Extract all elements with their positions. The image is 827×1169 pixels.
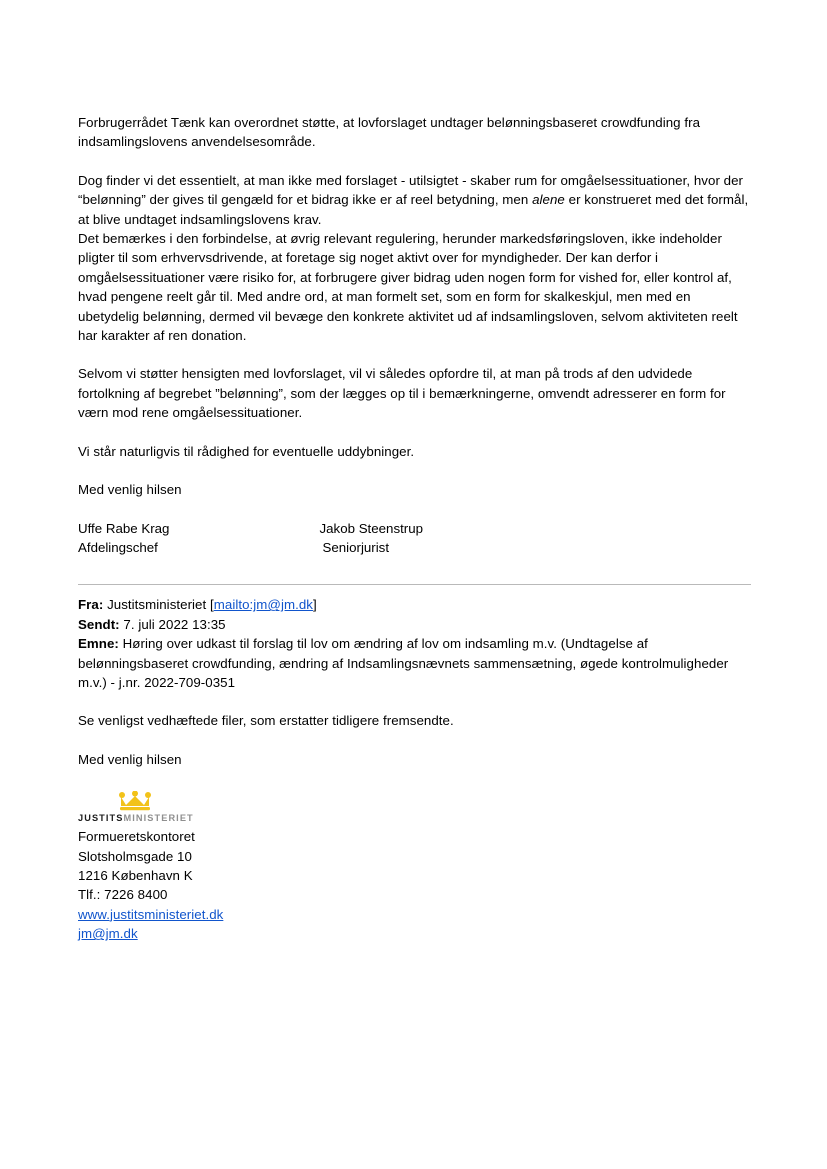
quoted-from-label: Fra: [78, 597, 104, 613]
paragraph-text: Dog finder vi det essentielt, at man ikke med forslaget - utilsigtet - skaber rum for omgåelsessituationer, hvor der “belønning” der gives til gengæld for et bidrag ikke er af reel betydning, men [78, 172, 744, 208]
sender-email-line [78, 924, 750, 943]
logo-word-grey: MINISTERIET [123, 813, 194, 824]
closing-greeting [78, 480, 750, 499]
spacer [78, 345, 750, 364]
quoted-sent-label: Sendt: [78, 616, 120, 632]
spacer [78, 423, 750, 442]
logo-wordmark [78, 813, 194, 823]
emphasis-alene: alene [532, 192, 565, 208]
logo-word-dark: JUSTITS [78, 813, 124, 824]
quoted-sent-line [78, 615, 750, 634]
quoted-email-header [78, 595, 750, 692]
spacer [78, 152, 750, 171]
logo-graphic [78, 791, 278, 825]
spacer [78, 731, 750, 750]
signature-right-title: Seniorjurist [322, 539, 390, 555]
paragraph-text: Det bemærkes i den forbindelse, at øvrig relevant regulering, herunder markedsføringsloven, ikke indeholder pligter til som erhvervsdrivende, at foretage sig noget aktivt over for myndigheder. Der kan derfor i omgåelsessituationer være risiko for, at forbrugere giver bidrag uden nogen form for vished for, eller kontrol af, hvad pengene reelt går til. Med andre ord, at man formelt set, som en form for skalkeskjul, men med en ubetydelig belønning, dermed vil bevæge den konkrete aktivitet ud af indsamlingsloven, selvom aktiviteten reelt har karakter af ren donation. [78, 231, 738, 344]
sender-street: Slotsholmsgade 10 [78, 848, 192, 864]
quoted-closing: Med venlig hilsen [78, 751, 182, 767]
signature-names-row [78, 519, 750, 538]
email-link[interactable]: jm@jm.dk [78, 926, 138, 942]
closing-text: Med venlig hilsen [78, 482, 182, 498]
signature-right-name: Jakob Steenstrup [319, 520, 424, 536]
paragraph-text: Forbrugerrådet Tænk kan overordnet støtte, at lovforslaget undtager belønningsbaseret crowdfunding fra indsamlingslovens anvendelsesområde. [78, 115, 701, 150]
paragraph-text-cont: er konstrueret med det formål, at blive undtaget indsamlingslovens krav. [78, 192, 749, 227]
signature-block [78, 519, 750, 558]
quoted-from-value-end: ] [312, 597, 317, 613]
paragraph-text: Vi står naturligvis til rådighed for eventuelle uddybninger. [78, 443, 415, 459]
ministry-logo [78, 791, 750, 943]
website-link[interactable]: www.justitsministeriet.dk [78, 906, 224, 922]
quoted-subject-label: Emne: [78, 636, 119, 652]
quoted-subject-value: Høring over udkast til forslag til lov om ændring af lov om indsamling m.v. (Undtagelse af belønningsbaseret crowdfunding, ændring af Indsamlingsnævnets sammensætning, øgede kontrolmuligheder m.v.) - j.nr. 2022-709-0351 [78, 636, 729, 690]
sender-city: 1216 København K [78, 867, 193, 883]
spacer [78, 461, 750, 480]
paragraph-recommendation [78, 364, 750, 422]
signature-titles-row [78, 538, 750, 557]
quoted-from-value: Justitsministeriet [ [107, 597, 214, 613]
sender-address [78, 827, 750, 943]
paragraph-support [78, 113, 750, 152]
sender-website-line [78, 905, 750, 924]
paragraph-essential [78, 171, 750, 229]
spacer [78, 692, 750, 711]
sender-department: Formueretskontoret [78, 829, 195, 845]
document-body [78, 113, 750, 944]
quoted-sent-value: 7. juli 2022 13:35 [123, 616, 226, 632]
sender-phone: Tlf.: 7226 8400 [78, 887, 168, 903]
paragraph-text: Selvom vi støtter hensigten med lovforslaget, vil vi således opfordre til, at man på trods af den udvidede fortolkning af begrebet ”belønning”, som der lægges op til i bemærkningerne, omvendt adresserer en form for værn mod rene omgåelsessituationer. [78, 366, 726, 421]
quoted-from-mailto-link[interactable]: mailto:jm@jm.dk [213, 597, 313, 613]
signature-left-name: Uffe Rabe Krag [78, 520, 170, 536]
quoted-from-line [78, 595, 750, 614]
paragraph-remarks [78, 229, 750, 345]
quoted-subject-line [78, 634, 750, 692]
quoted-email-divider [78, 584, 751, 585]
signature-left-title: Afdelingschef [78, 539, 158, 555]
quoted-body-line: Se venligst vedhæftede filer, som erstatter tidligere fremsendte. [78, 713, 454, 729]
paragraph-availability [78, 442, 750, 461]
